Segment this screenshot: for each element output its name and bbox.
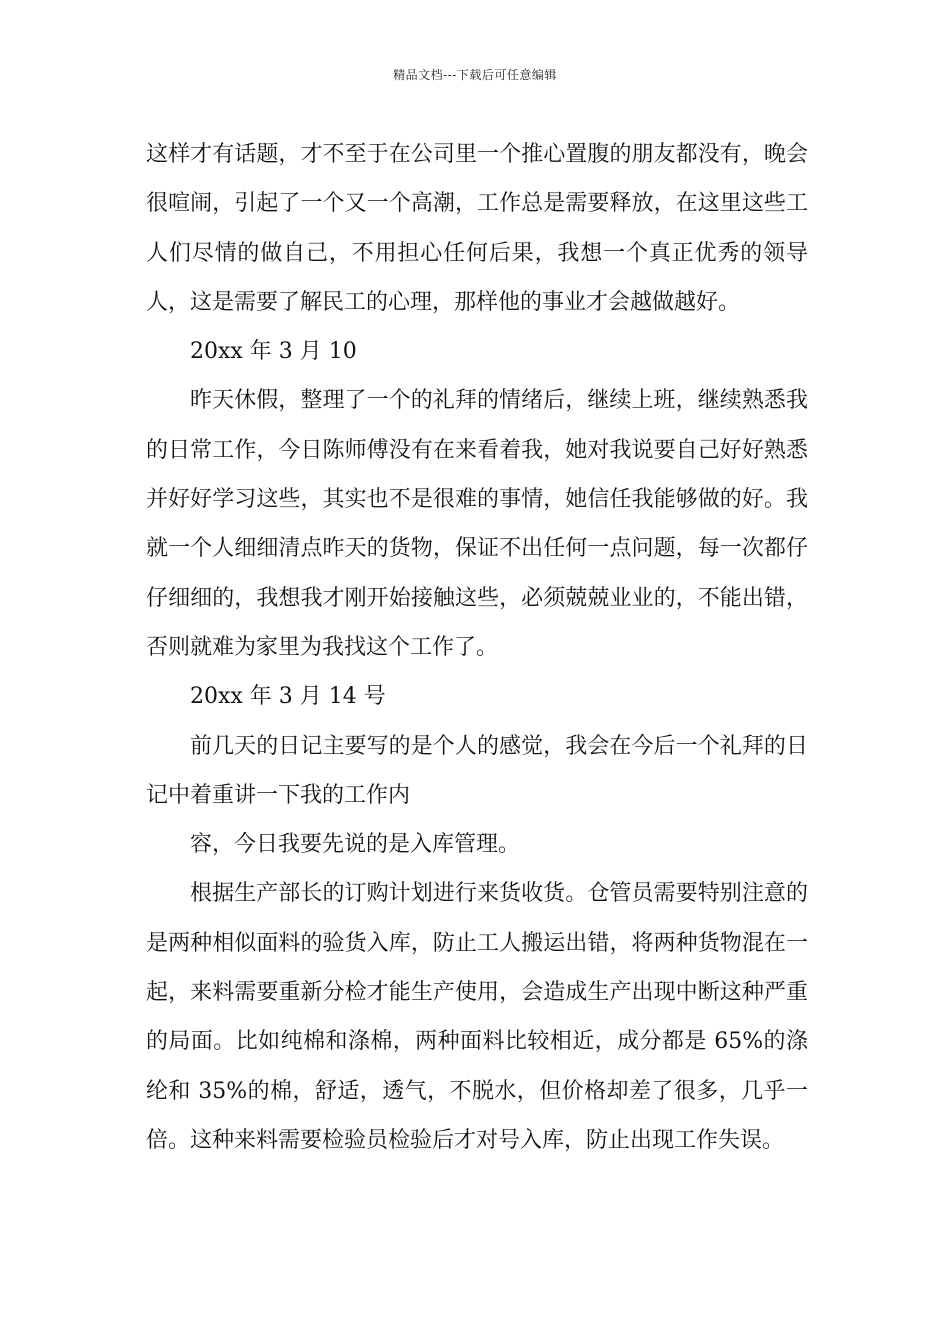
paragraph-diary-entry: 前几天的日记主要写的是个人的感觉，我会在今后一个礼拜的日记中着重讲一下我的工作内 bbox=[146, 733, 808, 808]
document-body bbox=[146, 130, 808, 1165]
paragraph-diary-entry: 容，今日我要先说的是入库管理。 bbox=[190, 832, 521, 858]
diary-date-heading: 20xx 年 3 月 10 bbox=[190, 339, 357, 365]
diary-date-heading: 20xx 年 3 月 14 号 bbox=[190, 684, 386, 710]
paragraph-diary-entry: 昨天休假，整理了一个的礼拜的情绪后，继续上班，继续熟悉我的日常工作，今日陈师傅没有在来看着我，她对我说要自己好好熟悉并好好学习这些，其实也不是很难的事情，她信任我能够做的好。我就一个人细细清点昨天的货物，保证不出任何一点问题，每一次都仔仔细细的，我想我才刚开始接触这些，必须兢兢业业的，不能出错，否则就难为家里为我找这个工作了。 bbox=[146, 388, 808, 660]
paragraph-continuation: 这样才有话题，才不至于在公司里一个推心置腹的朋友都没有，晚会很喧闹，引起了一个又一个高潮，工作总是需要释放，在这里这些工人们尽情的做自己，不用担心任何后果，我想一个真正优秀的领导人，这是需要了解民工的心理，那样他的事业才会越做越好。 bbox=[146, 142, 808, 315]
paragraph-warehouse-receiving: 根据生产部长的订购计划进行来货收货。仓管员需要特别注意的是两种相似面料的验货入库，防止工人搬运出错，将两种货物混在一起，来料需要重新分检才能生产使用，会造成生产出现中断这种严重的局面。比如纯棉和涤棉，两种面料比较相近，成分都是 65%的涤纶和 35%的棉，舒适，透气，不脱水，但价格却差了很多，几乎一倍。这种来料需要检验员检验后才对号入库，防止出现工作失误。 bbox=[146, 881, 808, 1153]
page-header: 精品文档---下载后可任意编辑 bbox=[393, 68, 557, 82]
